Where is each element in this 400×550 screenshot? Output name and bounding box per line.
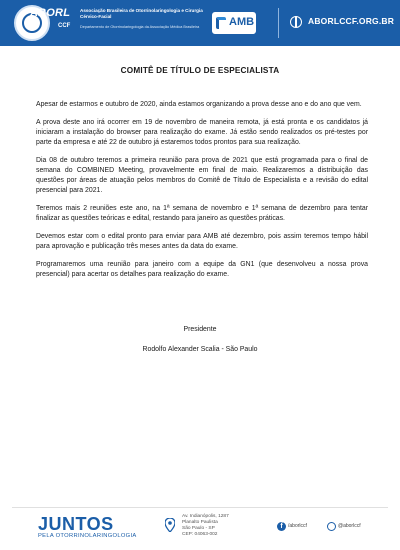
header-divider [278, 8, 279, 38]
paragraph: Teremos mais 2 reuniões este ano, na 1ª semana de novembro e 1ª semana de dezembro para tentar finalizar as questões teóricas e edital, restando para janeiro as questões práticas. [36, 205, 368, 222]
location-pin-icon [165, 518, 175, 532]
document-body [36, 100, 368, 288]
paragraph: Dia 08 de outubro teremos a primeira reunião para prova de 2021 que está programada para o final de semana do COMBINED Meeting, provavelmente em final de maio. Realizaremos a distribuição das questões por áreas de atuação pelos membros do Comitê de Título de Especialista e a revisão do edital presencial para 2021. [36, 157, 368, 194]
facebook-icon[interactable]: f [277, 522, 286, 531]
association-subtitle: Departamento de Otorrinolaringologia da Associação Médica Brasileira [80, 25, 200, 29]
address-line: Av. Indianópolis, 1287 [182, 514, 229, 519]
juntos-tagline: PELA OTORRINOLARINGOLOGIA [38, 533, 137, 539]
paragraph: Apesar de estarmos e outubro de 2020, ainda estamos organizando a prova desse ano e do ano que vem. [36, 101, 362, 108]
instagram-handle[interactable]: @aborlccf [338, 523, 361, 529]
amb-label: AMB [229, 16, 255, 28]
logo-subtext: CCF [58, 23, 71, 29]
paragraph: A prova deste ano irá ocorrer em 19 de novembro de maneira remota, já está pronta e os candidatos já iniciaram a instalação do browser para realização do exame. Já estão sendo realizados os pré-testes por parte da empresa e até 22 de outubro já estaremos todos prontos para sua realização. [36, 119, 368, 146]
paragraph: Devemos estar com o edital pronto para enviar para AMB até dezembro, pois assim teremos tempo hábil para aprovação e publicação três meses antes da data do exame. [36, 233, 368, 250]
address-block [182, 514, 262, 538]
amb-mark-icon [216, 17, 226, 29]
address-line: CEP: 04063-002 [182, 532, 218, 537]
paragraph: Programaremos uma reunião para janeiro com a equipe da GN1 (que desenvolveu a nossa prova presencial) para acertar os detalhes para realização do exame. [36, 261, 368, 278]
logo-text: ABORL [30, 7, 71, 19]
signature-name: Rodolfo Alexander Scalia - São Paulo [142, 346, 258, 353]
website-link[interactable]: ABORLCCF.ORG.BR [308, 16, 395, 26]
globe-icon [290, 16, 302, 28]
address-line: São Paulo - SP [182, 526, 215, 531]
amb-logo [212, 12, 256, 34]
header-banner [0, 0, 400, 46]
address-line: Planalto Paulista [182, 520, 218, 525]
association-title: Associação Brasileira de Otorrinolaringologia e Cirurgia Cérvico-Facial [80, 8, 203, 19]
document-title: COMITÊ DE TÍTULO DE ESPECIALISTA [120, 66, 280, 75]
signature-role: Presidente [183, 326, 217, 333]
juntos-logo: JUNTOS [38, 514, 114, 534]
footer-divider [12, 507, 388, 508]
instagram-icon[interactable] [327, 522, 336, 531]
facebook-handle[interactable]: /aborlccf [288, 523, 307, 529]
